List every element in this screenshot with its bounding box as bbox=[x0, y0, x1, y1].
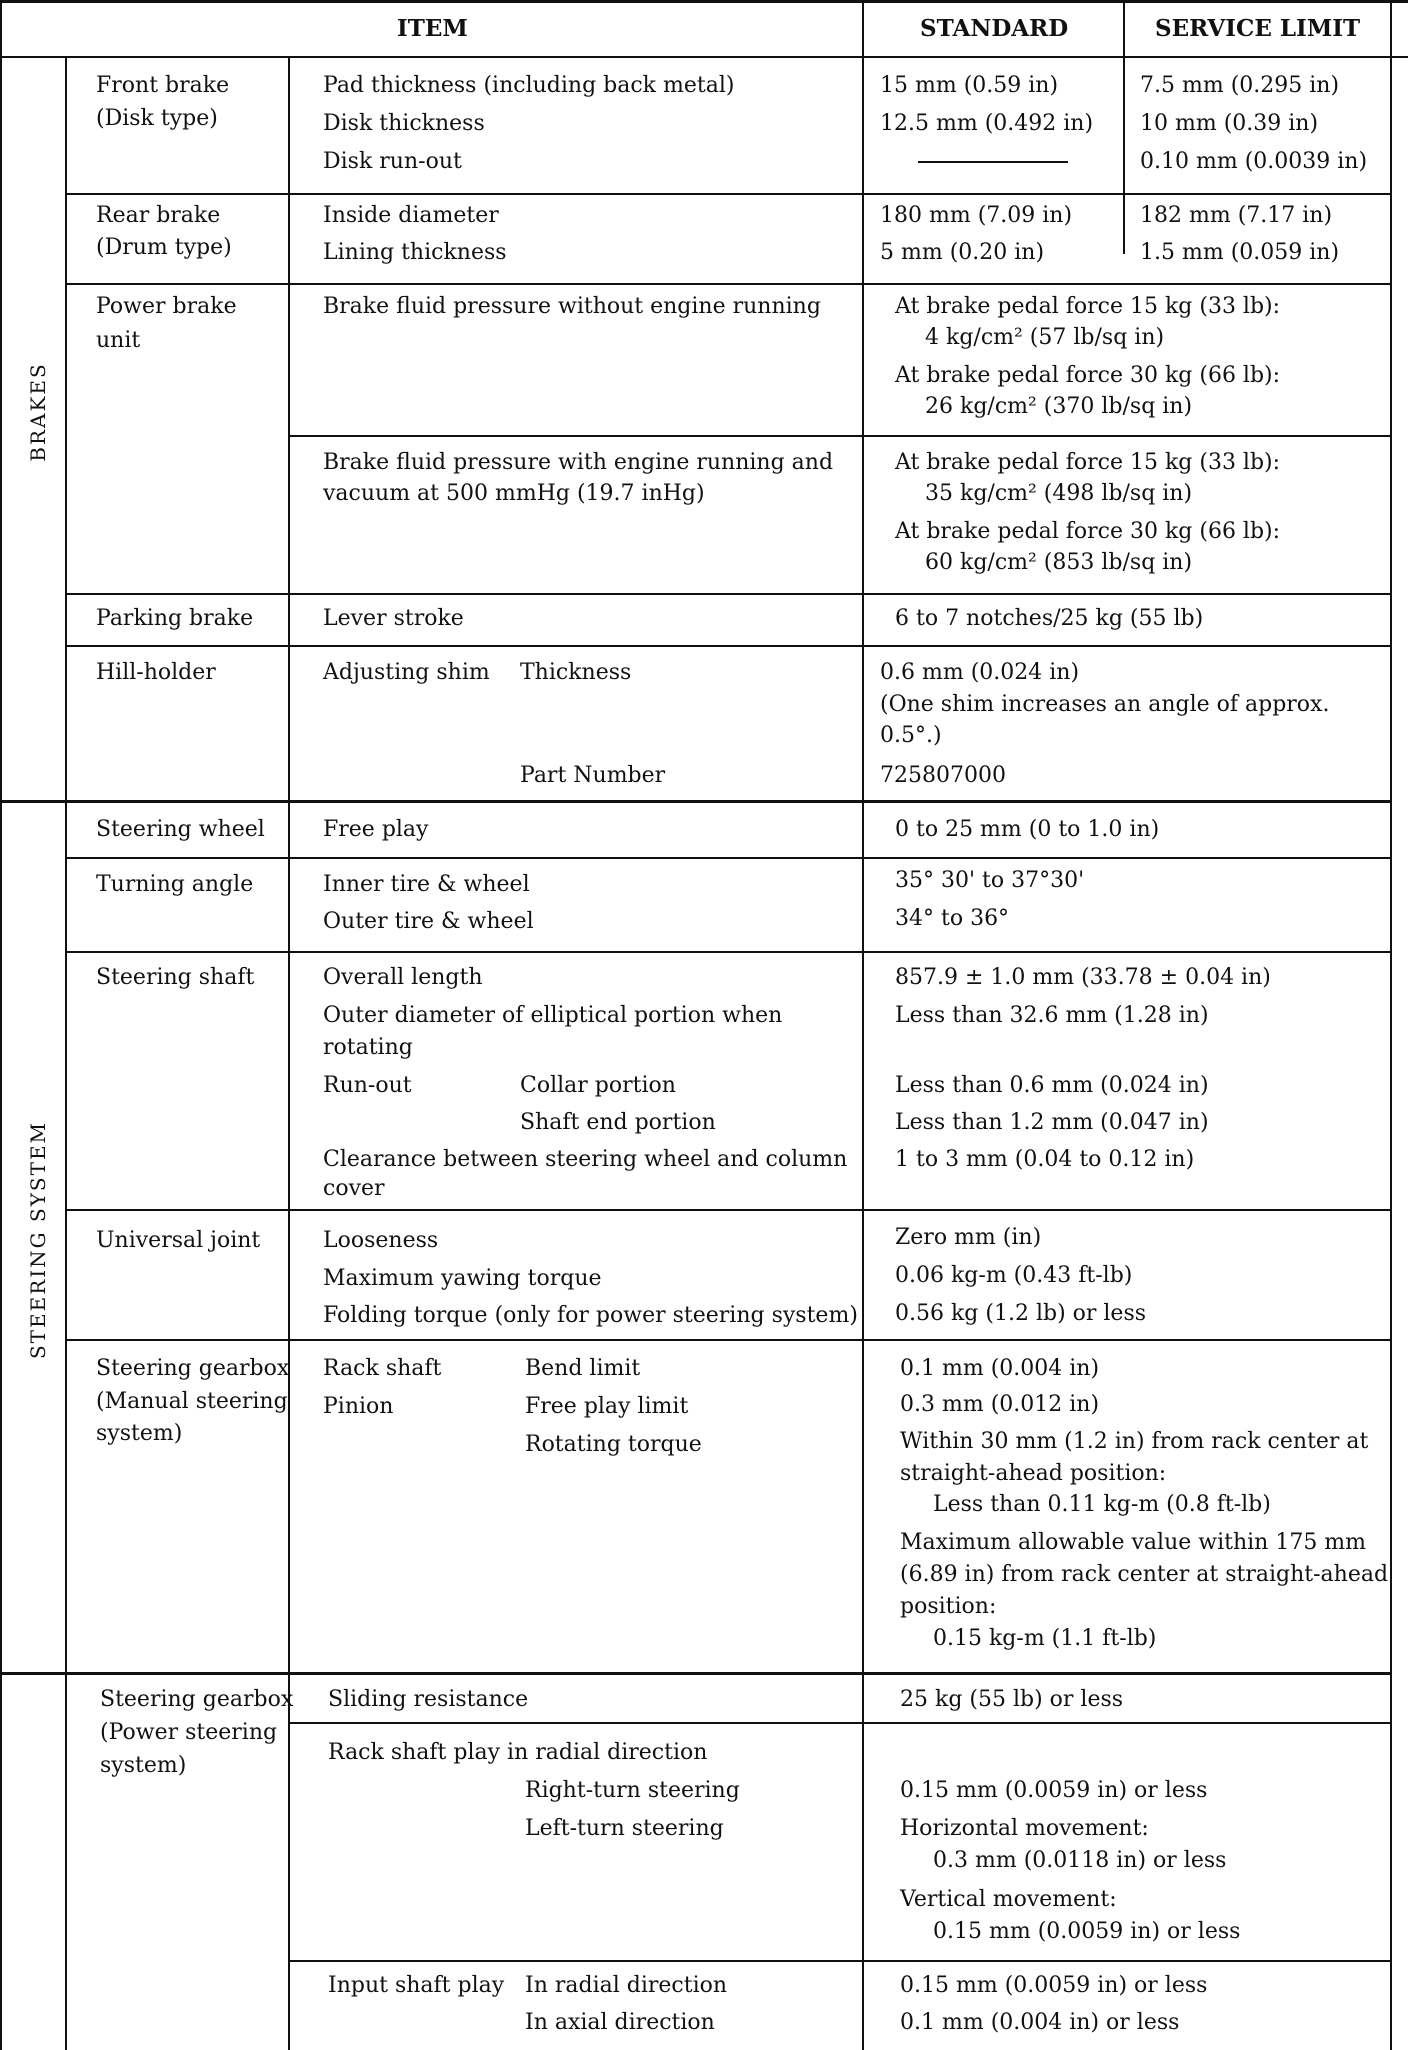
header-standard: STANDARD bbox=[920, 15, 1069, 42]
power-brake-std-2: 60 kg/cm² (853 lb/sq in) bbox=[925, 550, 1193, 575]
rear-brake-type: (Drum type) bbox=[96, 235, 232, 260]
turning-angle-item: Outer tire & wheel bbox=[323, 909, 534, 934]
section-steering: STEERING SYSTEM bbox=[26, 1120, 50, 1360]
steering-shaft-item: rotating bbox=[323, 1035, 413, 1060]
section-brakes: BRAKES bbox=[26, 362, 50, 462]
steering-shaft-standard: 1 to 3 mm (0.04 to 0.12 in) bbox=[895, 1147, 1195, 1172]
hill-holder-sub: Part Number bbox=[520, 763, 666, 788]
parking-brake-item: Lever stroke bbox=[323, 606, 464, 631]
steering-shaft-standard: 857.9 ± 1.0 mm (33.78 ± 0.04 in) bbox=[895, 965, 1271, 990]
power-brake-std: At brake pedal force 30 kg (66 lb): bbox=[895, 363, 1281, 388]
parking-brake-standard: 6 to 7 notches/25 kg (55 lb) bbox=[895, 606, 1204, 631]
universal-joint-item: Looseness bbox=[323, 1228, 439, 1253]
gearbox-manual-item: Bend limit bbox=[525, 1356, 641, 1381]
gearbox-power-rack-item: Left-turn steering bbox=[525, 1816, 724, 1841]
gearbox-manual-std: straight-ahead position: bbox=[900, 1461, 1167, 1486]
steering-shaft-item: Overall length bbox=[323, 965, 483, 990]
steering-shaft-item: Shaft end portion bbox=[520, 1110, 716, 1135]
gearbox-power-input-item: In axial direction bbox=[525, 2010, 715, 2035]
gearbox-power-name-3: system) bbox=[100, 1753, 187, 1778]
universal-joint-standard: 0.06 kg-m (0.43 ft-lb) bbox=[895, 1263, 1133, 1288]
turning-angle-item: Inner tire & wheel bbox=[323, 872, 530, 897]
gearbox-power-sliding-item: Sliding resistance bbox=[328, 1687, 529, 1712]
gearbox-manual-item: Rack shaft bbox=[323, 1356, 442, 1381]
front-brake-item: Disk thickness bbox=[323, 111, 485, 136]
rear-brake-standard: 5 mm (0.20 in) bbox=[880, 240, 1045, 265]
hill-holder-name: Hill-holder bbox=[96, 660, 216, 685]
gearbox-power-input-item: In radial direction bbox=[525, 1973, 728, 1998]
gearbox-manual-std: Less than 0.11 kg-m (0.8 ft-lb) bbox=[933, 1492, 1271, 1517]
gearbox-manual-item: Pinion bbox=[323, 1394, 394, 1419]
power-brake-std-2: At brake pedal force 30 kg (66 lb): bbox=[895, 519, 1281, 544]
turning-angle-name: Turning angle bbox=[96, 872, 254, 897]
front-brake-standard: 12.5 mm (0.492 in) bbox=[880, 111, 1094, 136]
gearbox-manual-std: Maximum allowable value within 175 mm bbox=[900, 1530, 1367, 1555]
rear-brake-standard: 180 mm (7.09 in) bbox=[880, 203, 1073, 228]
front-brake-limit: 10 mm (0.39 in) bbox=[1140, 111, 1319, 136]
universal-joint-name: Universal joint bbox=[96, 1228, 261, 1253]
gearbox-power-rack-std: 0.3 mm (0.0118 in) or less bbox=[933, 1848, 1227, 1873]
power-brake-std-2: At brake pedal force 15 kg (33 lb): bbox=[895, 450, 1281, 475]
gearbox-manual-std: Within 30 mm (1.2 in) from rack center at bbox=[900, 1429, 1369, 1454]
steering-shaft-item: Run-out bbox=[323, 1073, 412, 1098]
steering-shaft-standard: Less than 32.6 mm (1.28 in) bbox=[895, 1003, 1209, 1028]
steering-shaft-standard: Less than 1.2 mm (0.047 in) bbox=[895, 1110, 1209, 1135]
steering-shaft-item: Clearance between steering wheel and column bbox=[323, 1147, 848, 1172]
gearbox-manual-std: 0.3 mm (0.012 in) bbox=[900, 1392, 1100, 1417]
gearbox-manual-name: Steering gearbox bbox=[96, 1356, 290, 1381]
gearbox-power-rack-std: Horizontal movement: bbox=[900, 1816, 1149, 1841]
power-brake-std: At brake pedal force 15 kg (33 lb): bbox=[895, 294, 1281, 319]
header-item: ITEM bbox=[397, 15, 468, 42]
hill-holder-std: 0.5°.) bbox=[880, 723, 942, 748]
header-service-limit: SERVICE LIMIT bbox=[1155, 15, 1361, 42]
gearbox-manual-item: Free play limit bbox=[525, 1394, 689, 1419]
power-brake-item-2: Brake fluid pressure with engine running and bbox=[323, 450, 834, 475]
gearbox-manual-name-2: (Manual steering bbox=[96, 1389, 288, 1414]
gearbox-power-name-2: (Power steering bbox=[100, 1720, 278, 1745]
gearbox-power-rack-item: Rack shaft play in radial direction bbox=[328, 1740, 708, 1765]
front-brake-standard: 15 mm (0.59 in) bbox=[880, 73, 1059, 98]
power-brake-name: Power brake bbox=[96, 294, 237, 319]
steering-shaft-name: Steering shaft bbox=[96, 965, 255, 990]
rear-brake-item: Inside diameter bbox=[323, 203, 499, 228]
gearbox-manual-name-3: system) bbox=[96, 1421, 183, 1446]
universal-joint-standard: Zero mm (in) bbox=[895, 1225, 1042, 1250]
gearbox-manual-std: 0.15 kg-m (1.1 ft-lb) bbox=[933, 1626, 1157, 1651]
power-brake-item: Brake fluid pressure without engine running bbox=[323, 294, 821, 319]
front-brake-limit: 0.10 mm (0.0039 in) bbox=[1140, 149, 1368, 174]
gearbox-power-rack-std: 0.15 mm (0.0059 in) or less bbox=[900, 1778, 1208, 1803]
power-brake-std: 4 kg/cm² (57 lb/sq in) bbox=[925, 325, 1165, 350]
universal-joint-item: Maximum yawing torque bbox=[323, 1266, 602, 1291]
rear-brake-limit: 1.5 mm (0.059 in) bbox=[1140, 240, 1340, 265]
turning-angle-standard: 34° to 36° bbox=[895, 906, 1010, 931]
power-brake-std: 26 kg/cm² (370 lb/sq in) bbox=[925, 394, 1193, 419]
power-brake-item-2b: vacuum at 500 mmHg (19.7 inHg) bbox=[323, 481, 705, 506]
rear-brake-limit: 182 mm (7.17 in) bbox=[1140, 203, 1333, 228]
steering-shaft-standard: Less than 0.6 mm (0.024 in) bbox=[895, 1073, 1209, 1098]
turning-angle-standard: 35° 30' to 37°30' bbox=[895, 868, 1085, 893]
hill-holder-std: 0.6 mm (0.024 in) bbox=[880, 660, 1080, 685]
steering-shaft-item: cover bbox=[323, 1176, 385, 1201]
hill-holder-item: Adjusting shim bbox=[323, 660, 490, 685]
gearbox-power-rack-std: 0.15 mm (0.0059 in) or less bbox=[933, 1919, 1241, 1944]
hill-holder-sub: Thickness bbox=[520, 660, 632, 685]
steering-shaft-item: Collar portion bbox=[520, 1073, 676, 1098]
gearbox-manual-std: position: bbox=[900, 1594, 997, 1619]
power-brake-name-2: unit bbox=[96, 328, 141, 353]
gearbox-manual-std: (6.89 in) from rack center at straight-ahead bbox=[900, 1562, 1389, 1587]
steering-wheel-standard: 0 to 25 mm (0 to 1.0 in) bbox=[895, 817, 1160, 842]
front-brake-limit: 7.5 mm (0.295 in) bbox=[1140, 73, 1340, 98]
universal-joint-standard: 0.56 kg (1.2 lb) or less bbox=[895, 1301, 1147, 1326]
parking-brake-name: Parking brake bbox=[96, 606, 254, 631]
front-brake-item: Disk run-out bbox=[323, 149, 462, 174]
hill-holder-std: 725807000 bbox=[880, 763, 1006, 788]
gearbox-power-rack-std: Vertical movement: bbox=[900, 1887, 1117, 1912]
rear-brake-item: Lining thickness bbox=[323, 240, 507, 265]
gearbox-manual-std: 0.1 mm (0.004 in) bbox=[900, 1356, 1100, 1381]
hill-holder-std: (One shim increases an angle of approx. bbox=[880, 692, 1330, 717]
gearbox-power-rack-item: Right-turn steering bbox=[525, 1778, 740, 1803]
front-brake-name: Front brake bbox=[96, 73, 230, 98]
gearbox-power-input-std: 0.1 mm (0.004 in) or less bbox=[900, 2010, 1180, 2035]
front-brake-item: Pad thickness (including back metal) bbox=[323, 73, 735, 98]
gearbox-power-sliding-std: 25 kg (55 lb) or less bbox=[900, 1687, 1124, 1712]
rear-brake-name: Rear brake bbox=[96, 203, 221, 228]
steering-wheel-name: Steering wheel bbox=[96, 817, 265, 842]
front-brake-type: (Disk type) bbox=[96, 106, 218, 131]
universal-joint-item: Folding torque (only for power steering system) bbox=[323, 1303, 858, 1328]
steering-wheel-item: Free play bbox=[323, 817, 429, 842]
gearbox-power-input-std: 0.15 mm (0.0059 in) or less bbox=[900, 1973, 1208, 1998]
gearbox-power-name: Steering gearbox bbox=[100, 1687, 294, 1712]
gearbox-power-input-item: Input shaft play bbox=[328, 1973, 505, 1998]
gearbox-manual-item: Rotating torque bbox=[525, 1432, 702, 1457]
steering-shaft-item: Outer diameter of elliptical portion when bbox=[323, 1003, 783, 1028]
power-brake-std-2: 35 kg/cm² (498 lb/sq in) bbox=[925, 481, 1193, 506]
